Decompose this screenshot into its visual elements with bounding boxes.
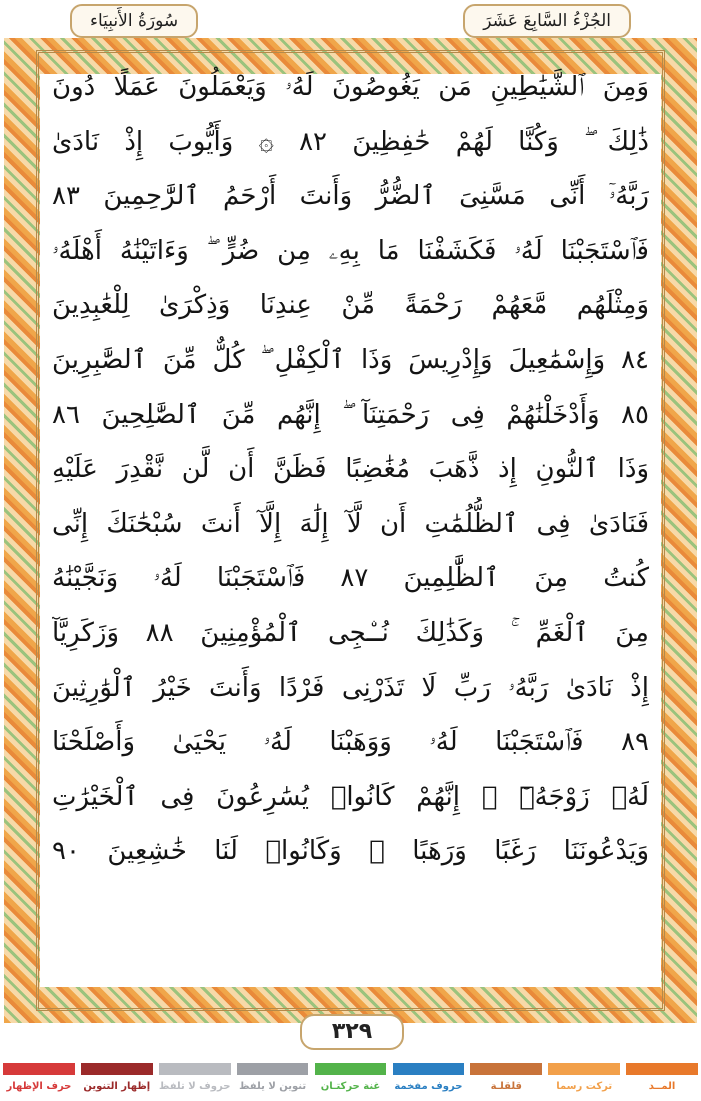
legend-label: حرف الإظهار (6, 1081, 72, 1092)
legend-item (234, 1063, 312, 1101)
legend-label: غنة حركتـان (320, 1081, 381, 1092)
text-line: وَيَدْعُونَنَا رَغَبًا وَرَهَبًا ۖ وَكَانُوا۟ لَنَا خَٰشِعِينَ ٩٠ (52, 836, 649, 867)
text-line: ذَٰلِكَ ۖ وَكُنَّا لَهُمْ حَٰفِظِينَ ٨٢ ۞ وَأَيُّوبَ إِذْ نَادَىٰ (52, 126, 649, 157)
legend-item (312, 1063, 390, 1101)
juz-label: الجُزْءُ السَّابِعَ عَشَرَ (463, 4, 631, 38)
legend-label: تركت رسما (556, 1081, 613, 1092)
text-line: فَٱسْتَجَبْنَا لَهُۥ فَكَشَفْنَا مَا بِهِۦ مِن ضُرٍّ ۖ وَءَاتَيْنَٰهُ أَهْلَهُۥ (52, 235, 649, 266)
legend-label: إظهار التنوين (83, 1081, 151, 1092)
legend-color-swatch (315, 1063, 387, 1075)
page-header (0, 0, 701, 40)
legend-label: تنوين لا يلفظ (239, 1081, 307, 1092)
legend-item (78, 1063, 156, 1101)
legend-color-swatch (626, 1063, 698, 1075)
quran-text (52, 60, 649, 879)
legend-color-swatch (3, 1063, 75, 1075)
text-line: ٨٤ وَإِسْمَٰعِيلَ وَإِدْرِيسَ وَذَا ٱلْكِفْلِ ۖ كُلٌّ مِّنَ ٱلصَّٰبِرِينَ (52, 344, 649, 375)
text-line: كُنتُ مِنَ ٱلظَّٰلِمِينَ ٨٧ فَٱسْتَجَبْنَا لَهُۥ وَنَجَّيْنَٰهُ (52, 563, 649, 594)
legend-item (389, 1063, 467, 1101)
legend-color-swatch (81, 1063, 153, 1075)
legend-color-swatch (159, 1063, 231, 1075)
text-line: إِذْ نَادَىٰ رَبَّهُۥ رَبِّ لَا تَذَرْنِى فَرْدًا وَأَنتَ خَيْرُ ٱلْوَٰرِثِينَ (52, 672, 649, 703)
legend-item (0, 1063, 78, 1101)
surah-label: سُورَةُ الأَنبِيَاء (70, 4, 198, 38)
legend-item (545, 1063, 623, 1101)
legend-label: قلقلـة (490, 1081, 522, 1092)
page-number: ٣٢٩ (300, 1014, 404, 1050)
text-line: ٨٥ وَأَدْخَلْنَٰهُمْ فِى رَحْمَتِنَآ ۖ إِنَّهُم مِّنَ ٱلصَّٰلِحِينَ ٨٦ (52, 399, 649, 430)
legend-item (623, 1063, 701, 1101)
legend-label: حروف لا تلفظ (159, 1081, 231, 1092)
text-line: لَهُۥ زَوْجَهُۥٓ ۚ إِنَّهُمْ كَانُوا۟ يُسَٰرِعُونَ فِى ٱلْخَيْرَٰتِ (52, 781, 649, 812)
text-line: مِنَ ٱلْغَمِّ ۚ وَكَذَٰلِكَ نُـۨجِى ٱلْمُؤْمِنِينَ ٨٨ وَزَكَرِيَّآ (52, 617, 649, 648)
text-line: رَبَّهُۥٓ أَنِّى مَسَّنِىَ ٱلضُّرُّ وَأَنتَ أَرْحَمُ ٱلرَّٰحِمِينَ ٨٣ (52, 181, 649, 212)
text-line: وَذَا ٱلنُّونِ إِذ ذَّهَبَ مُغَٰضِبًا فَظَنَّ أَن لَّن نَّقْدِرَ عَلَيْهِ (52, 454, 649, 485)
legend-label: حروف مفخمة (394, 1081, 463, 1092)
legend-color-swatch (393, 1063, 465, 1075)
legend-color-swatch (470, 1063, 542, 1075)
legend-color-swatch (548, 1063, 620, 1075)
text-line: وَمِثْلَهُم مَّعَهُمْ رَحْمَةً مِّنْ عِندِنَا وَذِكْرَىٰ لِلْعَٰبِدِينَ (52, 290, 649, 321)
legend-item (467, 1063, 545, 1101)
legend-item (156, 1063, 234, 1101)
legend-label: المــد (648, 1081, 676, 1092)
text-line: ٨٩ فَٱسْتَجَبْنَا لَهُۥ وَوَهَبْنَا لَهُۥ يَحْيَىٰ وَأَصْلَحْنَا (52, 727, 649, 758)
text-line: فَنَادَىٰ فِى ٱلظُّلُمَٰتِ أَن لَّآ إِلَٰهَ إِلَّآ أَنتَ سُبْحَٰنَكَ إِنِّى (52, 508, 649, 539)
tajweed-legend (0, 1063, 701, 1101)
text-line: وَمِنَ ٱلشَّيَٰطِينِ مَن يَغُوصُونَ لَهُۥ وَيَعْمَلُونَ عَمَلًا دُونَ (52, 72, 649, 102)
legend-color-swatch (237, 1063, 309, 1075)
